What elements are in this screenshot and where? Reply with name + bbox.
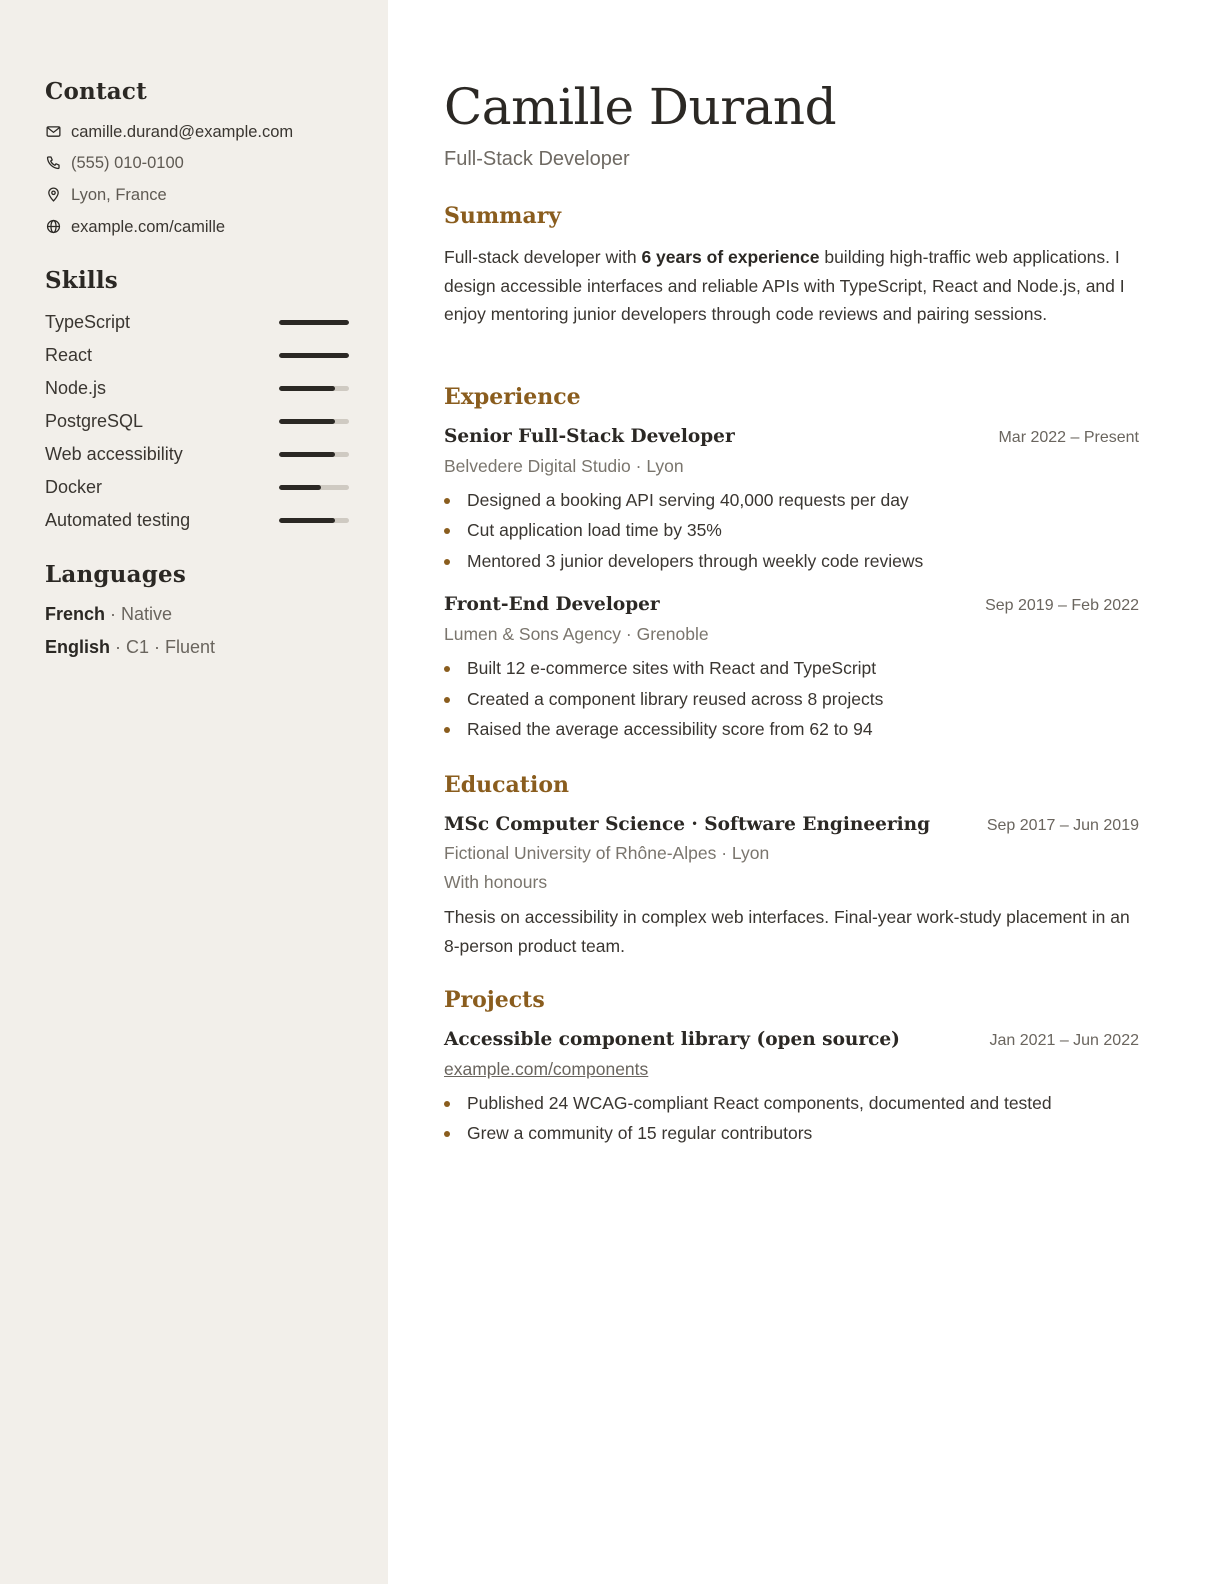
job-bullet: Built 12 e-commerce sites with React and TypeScript bbox=[444, 658, 876, 679]
candidate-name: Camille Durand bbox=[444, 78, 837, 136]
mail-icon bbox=[45, 123, 63, 141]
skill-item bbox=[45, 409, 349, 433]
skill-item bbox=[45, 508, 349, 532]
skill-level-fill bbox=[279, 419, 335, 424]
language-item bbox=[45, 604, 172, 625]
contact-location-text: Lyon, France bbox=[71, 185, 167, 204]
degree-title: MSc Computer Science · Software Engineering bbox=[444, 814, 931, 835]
contact-website-text: example.com/camille bbox=[71, 217, 226, 236]
phone-icon bbox=[45, 154, 63, 172]
skill-name: Automated testing bbox=[45, 510, 191, 530]
project-bullet: Published 24 WCAG-compliant React components, documented and tested bbox=[444, 1093, 1052, 1114]
summary-text bbox=[444, 243, 1134, 329]
summary-text-end: building high-traffic web applications. I design accessible interfaces and reliable APIs with TypeScript, React and Node.js, and I enjoy mentoring junior developers through code reviews and pairing sessions. bbox=[444, 247, 1125, 324]
languages-heading: Languages bbox=[45, 561, 186, 588]
skill-level-bar bbox=[279, 452, 349, 457]
skill-level-fill bbox=[279, 320, 349, 325]
project-link[interactable]: example.com/components bbox=[444, 1059, 649, 1079]
skill-name: TypeScript bbox=[45, 312, 131, 332]
skill-level-fill bbox=[279, 386, 335, 391]
skill-level-bar bbox=[279, 320, 349, 325]
skill-level-bar bbox=[279, 485, 349, 490]
skill-level-bar bbox=[279, 419, 349, 424]
summary-highlight: 6 years of experience bbox=[641, 247, 820, 267]
education-heading: Education bbox=[444, 772, 569, 798]
skill-item bbox=[45, 442, 349, 466]
contact-email-text: camille.durand@example.com bbox=[71, 122, 294, 141]
summary-heading: Summary bbox=[444, 203, 562, 229]
skill-item bbox=[45, 310, 349, 334]
contact-heading: Contact bbox=[45, 78, 147, 105]
job-organization: Belvedere Digital Studio · Lyon bbox=[444, 456, 684, 476]
candidate-role: Full-Stack Developer bbox=[444, 148, 630, 170]
job-bullet: Created a component library reused across 8 projects bbox=[444, 689, 883, 710]
project-dates: Jan 2021 – Jun 2022 bbox=[989, 1032, 1139, 1049]
sidebar bbox=[0, 0, 388, 1584]
school-name: Fictional University of Rhône-Alpes · Lyon bbox=[444, 843, 770, 863]
job-dates: Mar 2022 – Present bbox=[998, 429, 1139, 446]
skills-heading: Skills bbox=[45, 267, 118, 294]
skill-level-fill bbox=[279, 518, 335, 523]
summary-text-start: Full-stack developer with bbox=[444, 247, 642, 267]
skill-item bbox=[45, 475, 349, 499]
skill-level-bar bbox=[279, 518, 349, 523]
skill-level-bar bbox=[279, 353, 349, 358]
contact-location bbox=[45, 184, 167, 206]
skill-level-fill bbox=[279, 485, 321, 490]
skill-name: Web accessibility bbox=[45, 444, 183, 464]
project-title: Accessible component library (open source) bbox=[444, 1029, 900, 1050]
globe-icon bbox=[45, 218, 63, 236]
skill-item bbox=[45, 376, 349, 400]
location-pin-icon bbox=[45, 186, 63, 204]
skill-name: Docker bbox=[45, 477, 103, 497]
skill-level-fill bbox=[279, 452, 335, 457]
skill-level-bar bbox=[279, 386, 349, 391]
language-level: · C1 · Fluent bbox=[110, 637, 216, 657]
language-item bbox=[45, 637, 215, 658]
skill-name: Node.js bbox=[45, 378, 107, 398]
language-name: English bbox=[45, 637, 111, 657]
job-bullet: Designed a booking API serving 40,000 requests per day bbox=[444, 490, 909, 511]
contact-email[interactable] bbox=[45, 121, 293, 143]
job-bullet: Mentored 3 junior developers through weekly code reviews bbox=[444, 551, 923, 572]
skill-name: PostgreSQL bbox=[45, 411, 144, 431]
education-description: Thesis on accessibility in complex web interfaces. Final-year work-study placement in an 8-person product team. bbox=[444, 907, 1130, 956]
contact-website[interactable] bbox=[45, 216, 225, 238]
contact-phone[interactable] bbox=[45, 152, 184, 174]
skill-item bbox=[45, 343, 349, 367]
education-honours: With honours bbox=[444, 872, 548, 892]
project-bullet: Grew a community of 15 regular contributors bbox=[444, 1123, 812, 1144]
job-title: Front-End Developer bbox=[444, 594, 660, 615]
language-name: French bbox=[45, 604, 106, 624]
projects-heading: Projects bbox=[444, 987, 545, 1013]
job-bullet: Raised the average accessibility score from 62 to 94 bbox=[444, 719, 873, 740]
job-dates: Sep 2019 – Feb 2022 bbox=[985, 597, 1139, 614]
experience-heading: Experience bbox=[444, 384, 581, 410]
job-title: Senior Full-Stack Developer bbox=[444, 426, 735, 447]
job-bullet: Cut application load time by 35% bbox=[444, 520, 722, 541]
language-level: · Native bbox=[105, 604, 173, 624]
job-organization: Lumen & Sons Agency · Grenoble bbox=[444, 624, 709, 644]
skill-level-fill bbox=[279, 353, 349, 358]
skill-name: React bbox=[45, 345, 93, 365]
contact-phone-text: (555) 010-0100 bbox=[71, 153, 184, 172]
education-dates: Sep 2017 – Jun 2019 bbox=[986, 817, 1139, 834]
